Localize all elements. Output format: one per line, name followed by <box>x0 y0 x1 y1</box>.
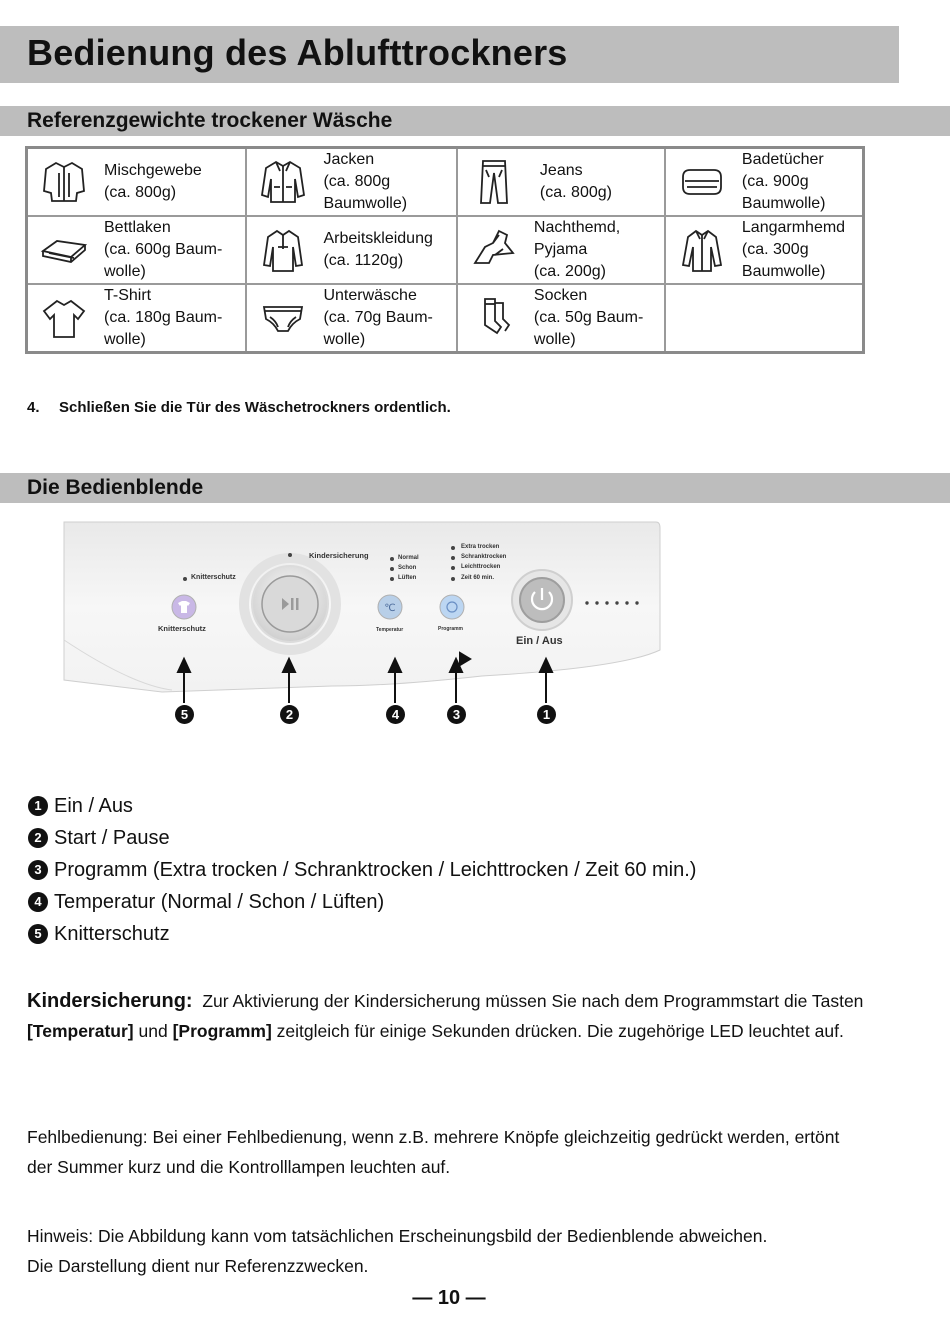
legend-text: Temperatur (Normal / Schon / Lüften) <box>54 891 385 913</box>
knitterschutz-led-label: Knitterschutz <box>191 574 236 581</box>
prog-option-leicht: Leichttrocken <box>461 564 501 570</box>
table-cell-text: Langarmhemd (ca. 300g Baumwolle) <box>741 219 846 280</box>
table-cell-text: Jacken (ca. 800g Baumwolle) <box>323 151 408 212</box>
child-lock-text-c: zeitgleich für einige Sekunden drücken. Die zugehörige LED leuchtet auf. <box>276 1020 844 1041</box>
child-lock-key-prog: [Programm] <box>172 1020 272 1041</box>
prog-option-zeit: Zeit 60 min. <box>461 575 495 581</box>
power-label: Ein / Aus <box>516 635 563 647</box>
legend-list <box>28 790 696 950</box>
legend-text: Ein / Aus <box>54 795 133 817</box>
legend-marker: 3 <box>28 860 48 880</box>
legend-marker: 4 <box>28 892 48 912</box>
table-cell-text: T-Shirt (ca. 180g Baum- wolle) <box>104 287 223 348</box>
table-cell-text: Unterwäsche (ca. 70g Baum- wolle) <box>323 287 433 348</box>
legend-text: Programm (Extra trocken / Schranktrocken / Leichttrocken / Zeit 60 min.) <box>54 859 697 881</box>
programm-button-label: Programm <box>438 626 464 632</box>
marker-2: 2 <box>280 705 299 724</box>
misoperation-paragraph: Fehlbedienung: Bei einer Fehlbedienung, wenn z.B. mehrere Knöpfe gleichzeitig gedrückt werden, ertönt der Summer kurz und die Kontrolllampen leuchten auf. <box>27 1127 840 1177</box>
legend-item <box>28 918 696 950</box>
marker-3: 3 <box>447 705 466 724</box>
temp-option-schon: Schon <box>398 565 417 571</box>
marker-4: 4 <box>386 705 405 724</box>
note-paragraph <box>27 1222 887 1281</box>
table-cell-text: Socken (ca. 50g Baum- wolle) <box>533 287 644 348</box>
section-heading: Die Bedienblende <box>27 476 204 499</box>
table-cell-text: Jeans (ca. 800g) <box>539 162 612 201</box>
note-line: Die Darstellung dient nur Referenzzwecken. <box>27 1255 369 1276</box>
legend-text: Knitterschutz <box>54 923 170 945</box>
page-number: — 10 — <box>412 1287 486 1309</box>
legend-item <box>28 790 696 822</box>
child-lock-paragraph <box>27 987 887 1046</box>
legend-marker: 5 <box>28 924 48 944</box>
marker-1: 1 <box>537 705 556 724</box>
table-cell-text: Mischgewebe (ca. 800g) <box>104 162 202 201</box>
table-cell-text: Bettlaken (ca. 600g Baum- wolle) <box>104 219 223 280</box>
temp-option-lueften: Lüften <box>398 575 417 581</box>
page-title: Bedienung des Ablufttrockners <box>27 32 568 73</box>
prog-option-extra: Extra trocken <box>461 544 500 550</box>
svg-text:℃: ℃ <box>384 603 396 614</box>
legend-item <box>28 854 696 886</box>
table-cell-text: Arbeitskleidung (ca. 1120g) <box>323 230 433 269</box>
child-lock-text-b: und <box>138 1020 168 1041</box>
step-text: Schließen Sie die Tür des Wäschetrockners ordentlich. <box>59 399 451 416</box>
temp-option-normal: Normal <box>398 555 419 561</box>
marker-5: 5 <box>175 705 194 724</box>
child-lock-key-temp: [Temperatur] <box>27 1020 134 1041</box>
knitterschutz-button-label: Knitterschutz <box>158 624 206 633</box>
note-line: Hinweis: Die Abbildung kann vom tatsächlichen Erscheinungsbild der Bedienblende abweichen. <box>27 1226 768 1246</box>
child-lock-text-a: Zur Aktivierung der Kindersicherung müssen Sie nach dem Programmstart die Tasten <box>202 991 864 1011</box>
legend-item <box>28 886 696 918</box>
table-cell-text: Nachthemd, Pyjama (ca. 200g) <box>533 219 621 280</box>
table-cell-text: Badetücher (ca. 900g Baumwolle) <box>741 151 826 212</box>
temperatur-button-label: Temperatur <box>376 627 404 633</box>
kindersicherung-led-label: Kindersicherung <box>309 551 369 560</box>
legend-marker: 2 <box>28 828 48 848</box>
section-heading: Referenzgewichte trockener Wäsche <box>27 109 393 132</box>
legend-text: Start / Pause <box>54 827 170 849</box>
child-lock-label: Kindersicherung: <box>27 990 193 1012</box>
legend-marker: 1 <box>28 796 48 816</box>
step-number: 4. <box>27 399 40 416</box>
prog-option-schrank: Schranktrocken <box>461 554 507 560</box>
legend-item <box>28 822 696 854</box>
